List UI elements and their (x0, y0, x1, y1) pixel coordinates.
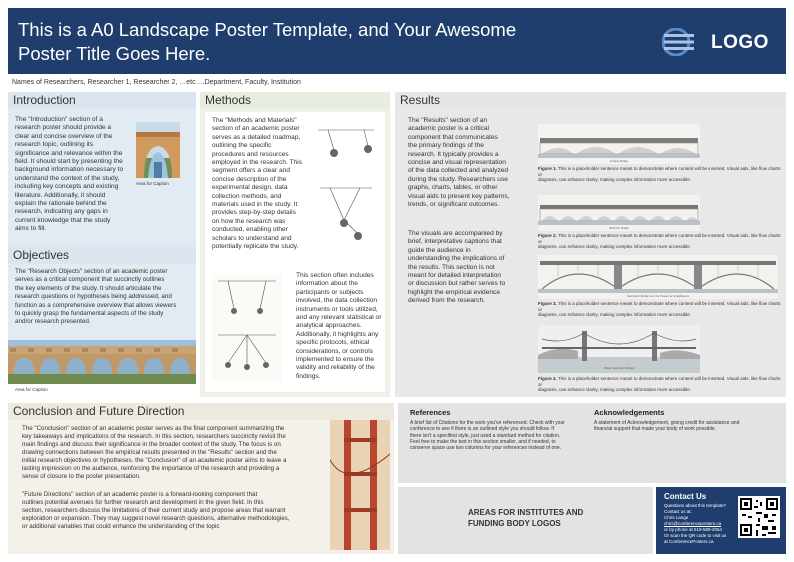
poster-title (8, 8, 648, 74)
results-heading-text: Results (400, 93, 441, 107)
text-line: findings. (296, 372, 321, 380)
figure-3-text-2: diagrams, can enhance clarity, making complex information more accessible. (538, 312, 691, 318)
text-line: including key concepts and existing (15, 183, 119, 191)
logo-icon (662, 28, 700, 56)
figure-1-text: This is a placeholder sentence meant to demonstrate where content will be inserted. Visual aids, like flow charts or (538, 166, 781, 177)
methods-heading-text: Methods (205, 93, 252, 107)
text-line: involved, the data collection (296, 297, 378, 305)
text-line: and any relevant statistical or (296, 314, 382, 322)
results-body-1 (408, 117, 526, 209)
figure-3-engraving-caption: Southwark Bridge over the Thames at Schaffhausen (626, 294, 690, 298)
text-line: A statement of Acknowledgement, giving credit for assistance and (594, 420, 740, 426)
text-line: visual aids to present key patterns, (408, 192, 510, 200)
text-line: The "Introduction" section of a (15, 116, 103, 123)
logo-area (648, 8, 786, 74)
text-line: instruments or tools utilized, (296, 305, 378, 313)
contact-heading: Contact Us (664, 492, 707, 501)
figure-2-text-2: diagrams, can enhance clarity, making complex information more accessible. (538, 244, 691, 250)
text-line: guide the audience in (408, 246, 471, 254)
title-line-2: Poster Title Goes Here. (18, 43, 211, 64)
text-line: concise and visual representation (408, 159, 506, 167)
figure-2-label: Figure 2. (538, 233, 557, 238)
text-line: implemented to ensure the (296, 356, 375, 364)
text-line: aims to fill. (15, 225, 47, 233)
text-line: serves as a critical component that succinctly outlines (15, 276, 165, 284)
conclusion-body-1 (22, 425, 322, 481)
figure-4-label: Figure 4. (538, 376, 557, 381)
figure-4-text-2: diagrams, can enhance clarity, making complex information more accessible. (538, 387, 691, 393)
references-heading: References (410, 408, 451, 417)
text-line: key takeaways and implications of the research. In this section, researchers succinctly revisit the (22, 433, 286, 440)
figure-4-engraving (538, 325, 700, 373)
text-line: function as a comprehensive overview that allows viewers (15, 301, 177, 309)
text-line: This section often includes (296, 272, 374, 279)
text-line: main findings and discuss their significance in the broader context of the study. The focus is on (22, 441, 281, 448)
objectives-body (15, 268, 195, 327)
text-line: Feel free to make the text in this section smaller, and if needed, to (410, 438, 556, 445)
text-line: there isn't a specified style, just used a standard method for citation. (410, 432, 561, 439)
text-line: serves as a detailed roadmap, (212, 133, 301, 141)
text-line: current knowledge that the study (15, 216, 111, 224)
text-line: drawing connections between the empirical results presented in the "Results" section and the (22, 449, 277, 456)
text-line: research topic, outlining its (15, 141, 94, 149)
text-line: collection methods, and (212, 192, 282, 200)
text-line: materials used in the study. It (212, 201, 298, 209)
figure-4-engraving-caption: Menai Suspension Bridge (603, 366, 635, 370)
text-line: participants or subjects (296, 288, 364, 296)
poster-header (0, 0, 794, 75)
text-line: "Future Directions" section of an academic poster is a forward-looking component that (22, 491, 258, 498)
text-line: and/or research presented. (15, 318, 91, 326)
text-line: The visuals are accompanied by (408, 230, 503, 237)
figure-3-label: Figure 3. (538, 301, 557, 306)
text-line: concise description of the (212, 175, 287, 183)
text-line: background information necessary to (15, 166, 124, 174)
qr-code-icon[interactable] (738, 496, 780, 538)
text-line: or discussion but rather serves to (408, 280, 506, 288)
text-line: Additionally, it highlights any (296, 330, 379, 338)
text-line: research. It typically provides a (408, 150, 499, 158)
text-line: academic poster is a critical (408, 125, 489, 133)
text-line: of the data collected and analyzed (408, 167, 509, 175)
methods-diagram-bottom (212, 273, 282, 381)
results-body-2 (408, 230, 526, 306)
conclusion-bridge-image (330, 420, 390, 550)
text-line: brief, interpretative captions that (408, 238, 502, 246)
text-line: experimental design, data (212, 184, 288, 192)
text-line: to quickly grasp the fundamental aspects of the study (15, 310, 164, 318)
contact-line: Or scan the QR code to visit us (664, 533, 727, 538)
text-line: literature. Additionally, it should (15, 191, 106, 199)
text-line: meant for detailed interpretation (408, 272, 502, 280)
funding-logos-text (468, 507, 583, 529)
references-body (410, 420, 595, 451)
text-line: employed in the research. This (212, 159, 303, 167)
objectives-aqueduct-image (8, 340, 196, 384)
text-line: The "Methods and Materials" (212, 117, 297, 124)
figure-4-caption (538, 376, 783, 393)
introduction-heading-text: Introduction (13, 93, 76, 107)
introduction-body (15, 116, 140, 234)
conclusion-heading-text: Conclusion and Future Direction (13, 404, 185, 418)
figure-4-text: This is a placeholder sentence meant to demonstrate where content will be inserted. Visual aids, like flow charts or (538, 376, 781, 387)
text-line: financial support that made your body of work possible. (594, 426, 717, 433)
text-line: significance and relevance within the (15, 149, 123, 157)
authors-line: Names of Researchers, Researcher 1, Researcher 2, …etc….Department, Faculty, Institution (12, 79, 301, 86)
text-line: procedures and resources (212, 150, 289, 158)
figure-2-engraving-caption: Waterloo Bridge (609, 226, 629, 230)
text-line: field. It should start by presenting the (15, 158, 123, 166)
text-line: segment offers a clear and (212, 167, 290, 175)
text-line: sense of closure to the poster presentation. (22, 473, 141, 480)
figure-2-text: This is a placeholder sentence meant to demonstrate where content will be inserted. Visual aids, like flow charts or (538, 233, 781, 244)
figure-3-engraving (538, 255, 778, 299)
figure-1-label: Figure 1. (538, 166, 557, 171)
text-line: lasting impression on the audience, reinforcing the importance of the research and providing a (22, 465, 280, 472)
text-line: The "Research Objects" section of an academic poster (15, 268, 168, 275)
figure-2-engraving (538, 195, 700, 231)
text-line: initial research objectives or hypotheses. the "Conclusion" of an academic poster aims to leave a (22, 457, 287, 464)
figure-1-text-2: diagrams, can enhance clarity, making complex information more accessible. (538, 177, 691, 183)
text-line: section, researchers discuss the limitations of their current study and propose areas that warrant (22, 507, 286, 514)
text-line: understanding the implications of (408, 255, 505, 263)
text-line: graphs, charts, tables, or other (408, 184, 498, 192)
text-line: understand the context of the study, (15, 174, 120, 182)
contact-website: at ConferencePosters.ca (664, 539, 714, 544)
contact-line: Contact us at: (664, 509, 692, 514)
results-heading (395, 92, 786, 109)
figure-1-caption (538, 166, 783, 183)
text-line: provides step-by-step details (212, 209, 296, 217)
figure-2-caption (538, 233, 783, 250)
text-line: or additional variables that could enhance the understanding of the topic (22, 523, 220, 530)
title-line-1: This is a A0 Landscape Poster Template, and Your Awesome (18, 19, 517, 40)
text-line: The "Results" section of an (408, 117, 488, 124)
conclusion-heading (8, 403, 394, 420)
contact-name: Chris Lange (664, 515, 689, 520)
objectives-heading-text: Objectives (13, 248, 70, 262)
methods-heading (200, 92, 390, 109)
text-line: explain the rationale behind the (15, 200, 107, 208)
text-line: The "Conclusion" section of an academic poster serves as the final component summarizing the (22, 425, 285, 432)
figure-1-engraving (538, 124, 700, 164)
text-line: component that communicates (408, 133, 498, 141)
text-line: outlines potential avenues for further research and development in the given field. In this (22, 499, 264, 506)
text-line: conducted, enabling other (212, 226, 288, 234)
text-line: potentially replicate the study. (212, 243, 299, 251)
text-line: highlight the empirical evidence (408, 288, 501, 296)
text-line: conserve space use two columns for your references instead of one. (410, 445, 562, 452)
figure-3-caption (538, 301, 783, 318)
text-line: research questions or hypotheses being addressed, and (15, 293, 172, 301)
text-line: information about the (296, 280, 358, 288)
text-line: considerations, or controls (296, 347, 373, 355)
text-line: clear and concise overview of the (15, 132, 113, 140)
text-line: derived from the research. (408, 297, 485, 305)
text-line: conference to see if there is an outlined style you should follow. If (410, 426, 554, 433)
figure-3-text: This is a placeholder sentence meant to demonstrate where content will be inserted. Visual aids, like flow charts or (538, 301, 781, 312)
text-line: specific protocols, ethical (296, 339, 370, 347)
intro-image-caption: Area for Caption (136, 181, 169, 186)
text-line: research poster should provide a (15, 124, 112, 132)
text-line: the primary findings of the (408, 142, 484, 150)
text-line: analytical approaches. (296, 322, 362, 330)
text-line: outlining the specific (212, 142, 272, 150)
text-line: FUNDING BODY LOGOS (468, 519, 561, 528)
logo-text: LOGO (711, 32, 769, 53)
text-line: section of an academic poster (212, 125, 300, 133)
objectives-image-caption: Area for Caption (15, 387, 48, 392)
methods-body-1 (212, 117, 317, 252)
text-line: scholars to understand and (212, 234, 292, 242)
text-line: validity and reliability of the (296, 364, 375, 372)
text-line: during the study. Researchers use (408, 175, 508, 183)
text-line: the results. This section is not (408, 263, 495, 271)
introduction-heading (8, 92, 196, 109)
text-line: trends, or significant outcomes. (408, 201, 500, 209)
objectives-heading (8, 247, 196, 264)
text-line: A brief list of Citations for the work you've referenced. Check with your (410, 420, 565, 426)
text-line: exploration or expansion. They may suggest novel research questions, alternative methodologies, (22, 515, 290, 522)
acknowledgements-heading: Acknowledgements (594, 408, 665, 417)
methods-diagram-top (316, 124, 376, 244)
text-line: on how the research was (212, 217, 286, 225)
text-line: the key elements of the study. It should articulate the (15, 284, 162, 292)
conclusion-body-2 (22, 491, 322, 531)
methods-body-2 (296, 272, 388, 381)
text-line: research, indicating any gaps in (15, 208, 108, 216)
figure-1-engraving-caption: London Bridge (609, 159, 629, 163)
contact-phone: or by phone at 519-589-2054 (664, 527, 723, 532)
contact-line: Questions about this template? (664, 503, 727, 508)
text-line: AREAS FOR INSTITUTES AND (468, 508, 584, 517)
intro-bridge-image (136, 122, 180, 178)
acknowledgements-body (594, 420, 779, 433)
contact-email-link[interactable]: chris@conferenceposters.ca (664, 521, 722, 526)
